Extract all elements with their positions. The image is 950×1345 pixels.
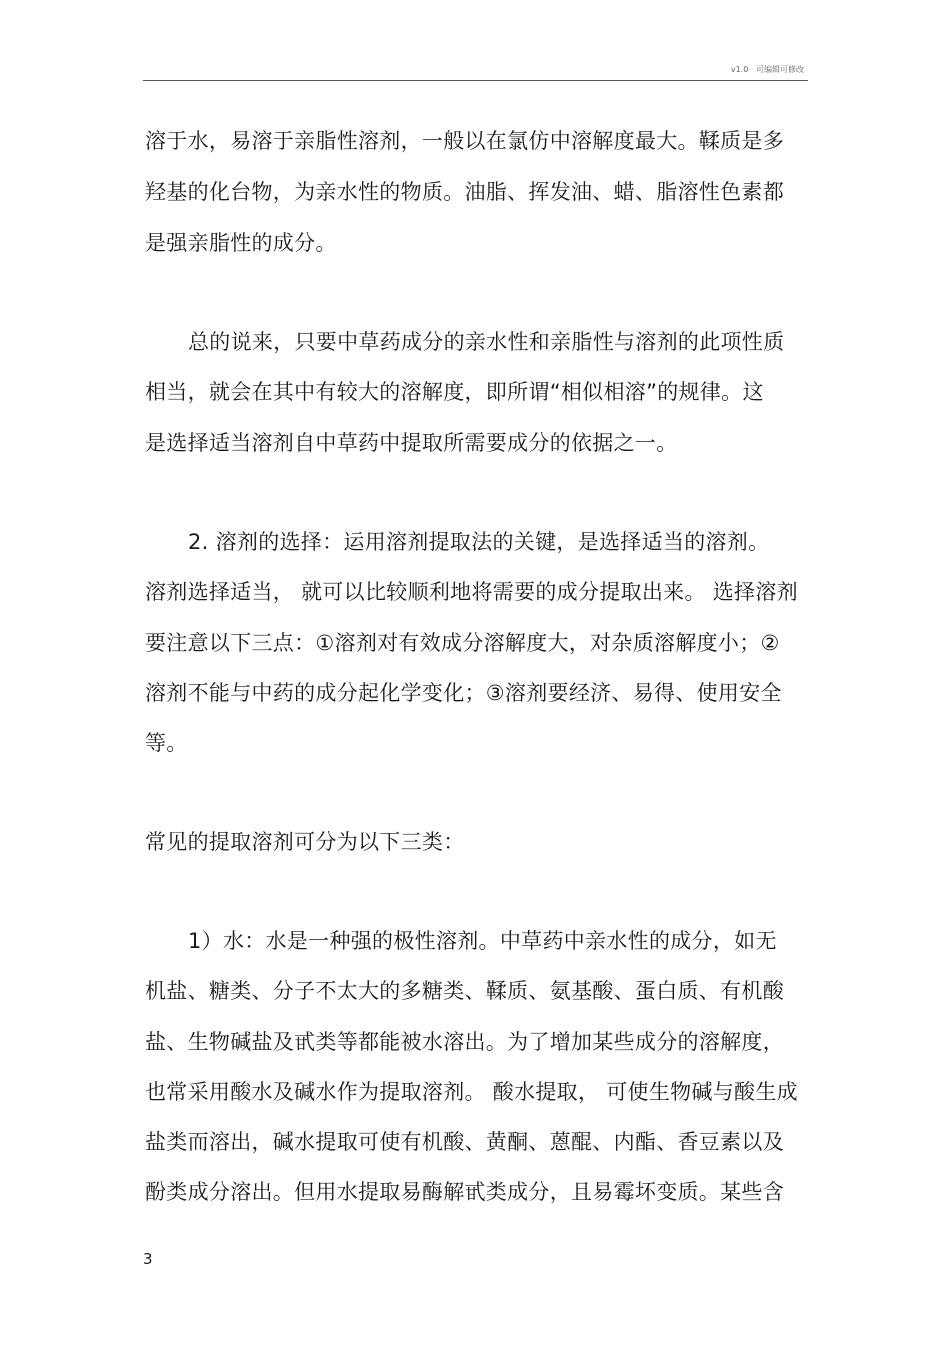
text-line: 机盐、糖类、分子不太大的多糖类、鞣质、氨基酸、蛋白质、有机酸	[145, 979, 784, 1003]
text-line: 盐类而溶出，碱水提取可使有机酸、黄酮、蒽醌、内酯、香豆素以及	[145, 1130, 784, 1154]
text-line: 溶剂不能与中药的成分起化学变化；③溶剂要经济、易得、使用安全	[145, 681, 782, 705]
text-line: 常见的提取溶剂可分为以下三类：	[145, 830, 465, 854]
text-line: 溶于水，易溶于亲脂性溶剂，一般以在氯仿中溶解度最大。鞣质是多	[145, 129, 784, 153]
header-note: 可编辑可修改	[756, 65, 804, 74]
text-line: 2. 溶剂的选择：运用溶剂提取法的关键，是选择适当的溶剂。	[188, 530, 770, 554]
text-line: 是选择适当溶剂自中草药中提取所需要成分的依据之一。	[145, 431, 678, 455]
header-rule	[143, 80, 808, 81]
text-line: 是强亲脂性的成分。	[145, 231, 337, 255]
text-line: 1）水：水是一种强的极性溶剂。中草药中亲水性的成分，如无	[188, 929, 777, 953]
text-line: 总的说来，只要中草药成分的亲水性和亲脂性与溶剂的此项性质	[188, 330, 785, 354]
text-line: 也常采用酸水及碱水作为提取溶剂。 酸水提取， 可使生物碱与酸生成	[145, 1080, 798, 1104]
header-version: v1.0	[730, 65, 749, 74]
text-line: 等。	[145, 731, 188, 755]
text-line: 要注意以下三点：①溶剂对有效成分溶解度大，对杂质溶解度小；②	[145, 631, 780, 655]
page-number: 3	[143, 1250, 153, 1268]
text-line: 酚类成分溶出。但用水提取易酶解甙类成分，且易霉坏变质。某些含	[145, 1180, 784, 1204]
page-header	[731, 64, 804, 75]
text-line: 羟基的化台物，为亲水性的物质。油脂、挥发油、蜡、脂溶性色素都	[145, 180, 784, 204]
text-line: 相当，就会在其中有较大的溶解度，即所谓“相似相溶”的规律。这	[145, 380, 764, 404]
text-line: 盐、生物碱盐及甙类等都能被水溶出。为了增加某些成分的溶解度，	[145, 1030, 784, 1054]
text-line: 溶剂选择适当， 就可以比较顺利地将需要的成分提取出来。 选择溶剂	[145, 580, 798, 604]
